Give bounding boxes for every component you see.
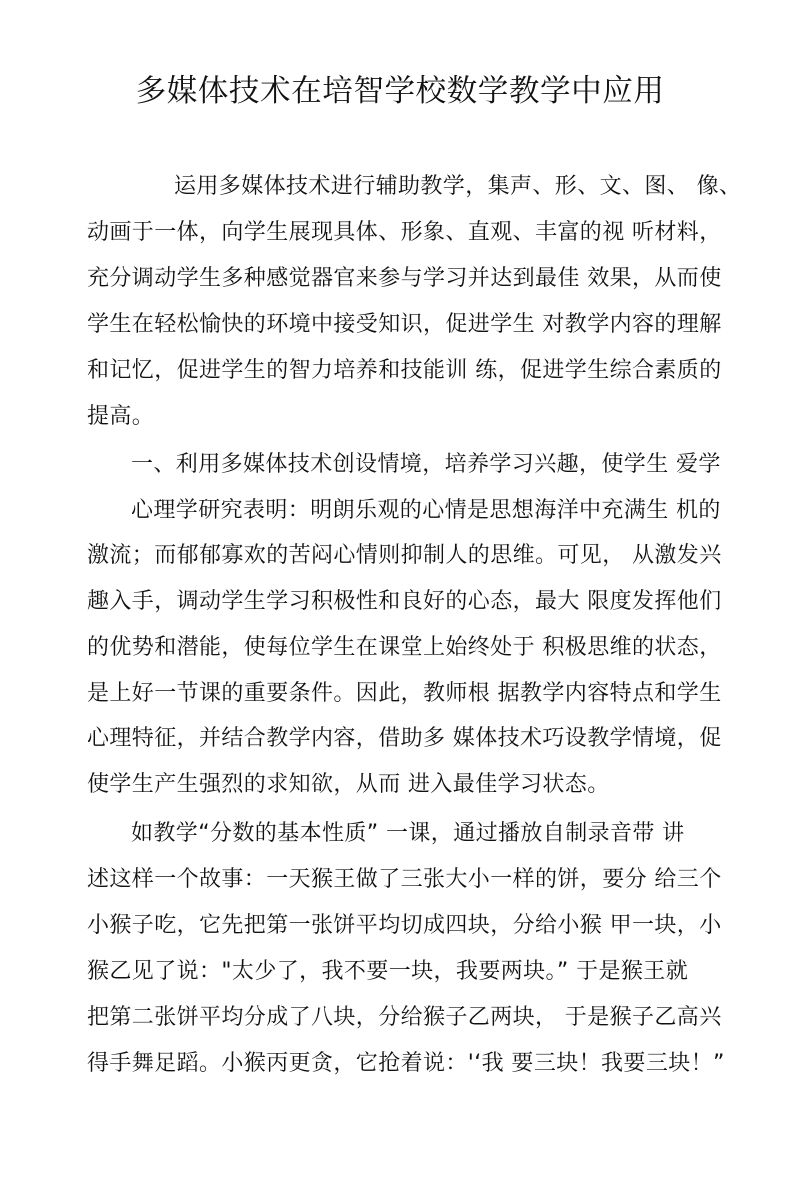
paragraph-2-line-2: 激流；而郁郁寡欢的苦闷心情则抑制人的思维。可见， 从激发兴 — [87, 543, 722, 568]
paragraph-3-line-4: 猴乙见了说："太少了，我不要一块，我要两块。” 于是猴王就 — [87, 959, 689, 984]
paragraph-2-line-4: 的优势和潜能，使每位学生在课堂上始终处于 积极思维的状态， — [87, 635, 722, 660]
paragraph-2-line-1: 心理学研究表明：明朗乐观的心情是思想海洋中充满生 机的 — [131, 498, 721, 523]
paragraph-3-line-5: 把第二张饼平均分成了八块，分给猴子乙两块， 于是猴子乙高兴 — [87, 1005, 722, 1030]
paragraph-2-line-3: 趣入手，调动学生学习积极性和良好的心态，最大 限度发挥他们 — [87, 589, 722, 614]
paragraph-1-line-2: 动画于一体，向学生展现具体、形象、直观、丰富的视 听材料， — [87, 220, 722, 245]
paragraph-2-line-6: 心理特征，并结合教学内容，借助多 媒体技术巧设教学情境，促 — [87, 726, 722, 751]
paragraph-3-line-6: 得手舞足蹈。小猴丙更贪，它抢着说：'‘我 要三块！我要三块！” — [87, 1051, 725, 1076]
page-title: 多媒体技术在培智学校数学教学中应用 — [135, 74, 665, 109]
paragraph-3-line-3: 小猴子吃，它先把第一张饼平均切成四块，分给小猴 甲一块，小 — [87, 913, 722, 938]
paragraph-2-line-5: 是上好一节课的重要条件。因此，教师根 据教学内容特点和学生 — [87, 681, 722, 706]
paragraph-3-line-2: 述这样一个故事：一天猴王做了三张大小一样的饼，要分 给三个 — [87, 867, 722, 892]
paragraph-1-line-6: 提高。 — [87, 404, 155, 429]
section-heading-1: 一、利用多媒体技术创设情境，培养学习兴趣，使学生 爱学 — [131, 452, 721, 477]
paragraph-1-line-4: 学生在轻松愉快的环境中接受知识，促进学生 对教学内容的理解 — [87, 312, 722, 337]
paragraph-1-line-3: 充分调动学生多种感觉器官来参与学习并达到最佳 效果，从而使 — [87, 266, 722, 291]
paragraph-1-line-5: 和记忆，促进学生的智力培养和技能训 练，促进学生综合素质的 — [87, 358, 722, 383]
paragraph-3-line-1: 如教学“分数的基本性质” 一课，通过播放自制录音带 讲 — [131, 821, 685, 846]
paragraph-2-line-7: 使学生产生强烈的求知欲，从而 进入最佳学习状态。 — [87, 772, 610, 797]
paragraph-1-line-1: 运用多媒体技术进行辅助教学，集声、形、文、图、 像、 — [174, 174, 742, 199]
